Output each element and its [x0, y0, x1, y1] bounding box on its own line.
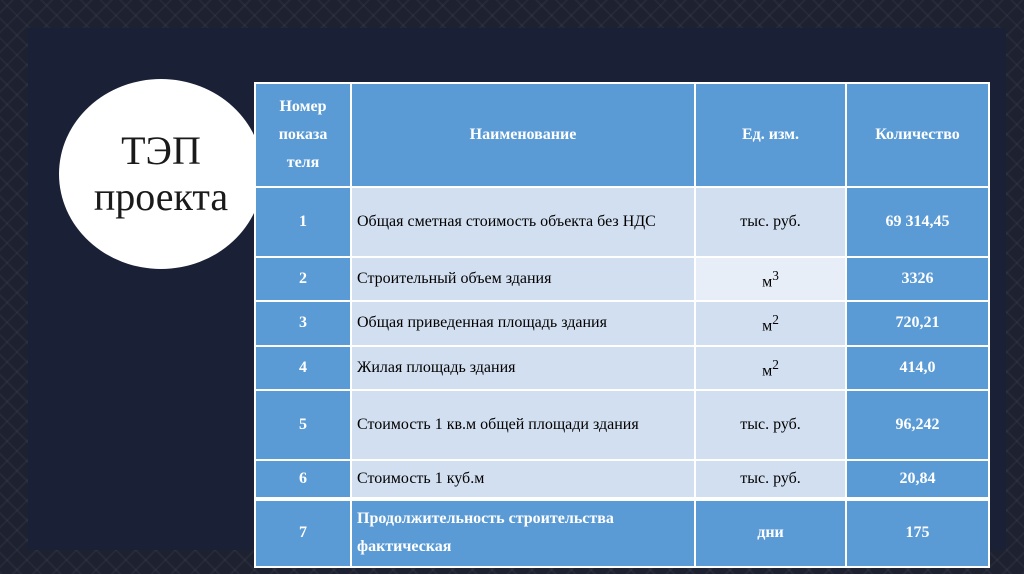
unit-base: м [762, 273, 773, 291]
row-name: Продолжительность строительства фактическая [351, 499, 695, 567]
row-number: 5 [255, 390, 351, 460]
row-unit: тыс. руб. [695, 187, 846, 257]
row-quantity: 3326 [846, 257, 989, 301]
row-unit: тыс. руб. [695, 460, 846, 499]
header-number-line1: Номер [279, 98, 327, 115]
row-quantity: 20,84 [846, 460, 989, 499]
row-number: 4 [255, 346, 351, 390]
title-circle [59, 79, 263, 269]
row-unit: дни [695, 499, 846, 567]
row-name: Общая приведенная площадь здания [351, 301, 695, 345]
row-number: 3 [255, 301, 351, 345]
table-row [255, 301, 989, 345]
header-number [255, 83, 351, 187]
table-row [255, 390, 989, 460]
unit-exponent: 2 [772, 356, 779, 372]
header-number-line3: теля [286, 154, 320, 171]
unit-exponent: 2 [772, 312, 779, 328]
header-number-line2: показа [278, 126, 328, 143]
slide-title-line1: ТЭП [121, 128, 201, 173]
unit-exponent: 3 [772, 268, 779, 283]
row-number: 7 [255, 499, 351, 567]
row-name: Стоимость 1 куб.м [351, 460, 695, 499]
row-name: Общая сметная стоимость объекта без НДС [351, 187, 695, 257]
slide-title-line2: проекта [93, 174, 229, 219]
table-row [255, 499, 989, 567]
row-quantity: 175 [846, 499, 989, 567]
row-unit [695, 257, 846, 301]
tep-table [254, 82, 990, 568]
header-name: Наименование [351, 83, 695, 187]
row-unit [695, 346, 846, 390]
header-unit: Ед. изм. [695, 83, 846, 187]
row-quantity: 69 314,45 [846, 187, 989, 257]
table-row [255, 257, 989, 301]
row-name: Жилая площадь здания [351, 346, 695, 390]
row-name: Строительный объем здания [351, 257, 695, 301]
row-unit: тыс. руб. [695, 390, 846, 460]
table-header-row [255, 83, 989, 187]
row-name: Стоимость 1 кв.м общей площади здания [351, 390, 695, 460]
header-quantity: Количество [846, 83, 989, 187]
table-row [255, 187, 989, 257]
unit-base: м [762, 361, 773, 379]
row-quantity: 720,21 [846, 301, 989, 345]
row-quantity: 414,0 [846, 346, 989, 390]
row-unit [695, 301, 846, 345]
table-row [255, 346, 989, 390]
row-number: 1 [255, 187, 351, 257]
row-number: 6 [255, 460, 351, 499]
table-row [255, 460, 989, 499]
unit-base: м [762, 317, 773, 335]
row-quantity: 96,242 [846, 390, 989, 460]
row-number: 2 [255, 257, 351, 301]
